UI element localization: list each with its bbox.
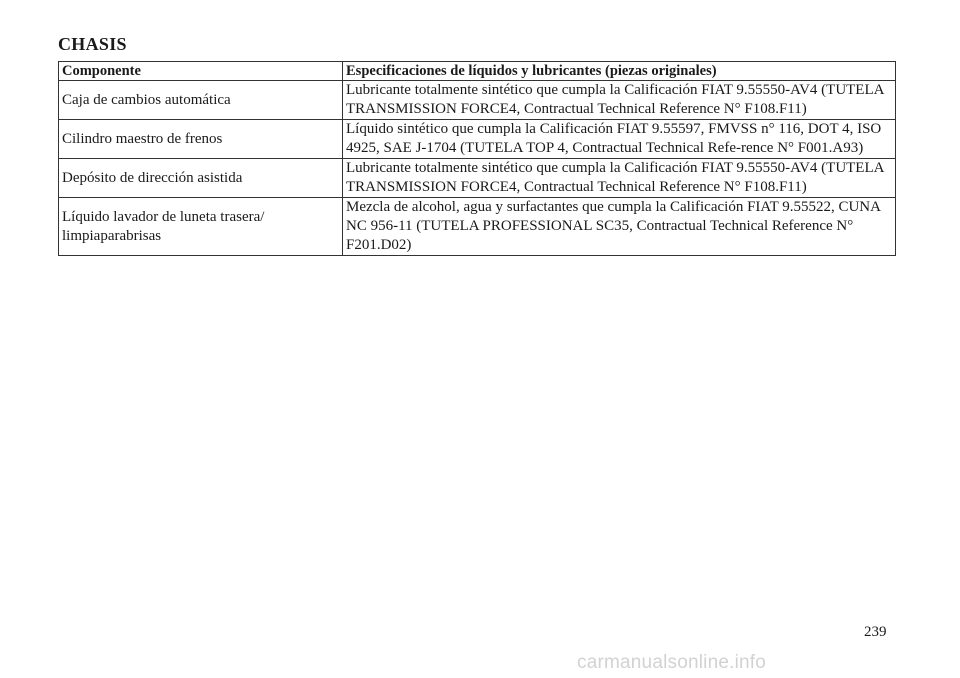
table-row (59, 198, 896, 256)
watermark: carmanualsonline.info (577, 652, 767, 673)
page-number: 239 (864, 624, 887, 640)
row-component-cell: Líquido lavador de luneta trasera/ limpiaparabrisas (59, 198, 343, 256)
fluids-spec-table (58, 61, 896, 256)
row-spec-cell: Lubricante totalmente sintético que cumpla la Calificación FIAT 9.55550-AV4 (TUTELA TRANSMISSION FORCE4, Contractual Technical Reference N° F108.F11) (343, 81, 896, 120)
table-row (59, 159, 896, 198)
table-row (59, 81, 896, 120)
row-spec-cell: Líquido sintético que cumpla la Calificación FIAT 9.55597, FMVSS n° 116, DOT 4, ISO 4925, SAE J-1704 (TUTELA TOP 4, Contractual Technical Refe-rence N° F001.A93) (343, 120, 896, 159)
row-spec-cell: Mezcla de alcohol, agua y surfactantes que cumpla la Calificación FIAT 9.55522, CUNA NC 956-11 (TUTELA PROFESSIONAL SC35, Contractual Technical Reference N° F201.D02) (343, 198, 896, 256)
column-header-component: Componente (59, 62, 343, 81)
row-component-cell: Depósito de dirección asistida (59, 159, 343, 198)
row-component-cell: Caja de cambios automática (59, 81, 343, 120)
table-row (59, 120, 896, 159)
row-component-cell: Cilindro maestro de frenos (59, 120, 343, 159)
table-header-row (59, 62, 896, 81)
page-title: CHASIS (58, 34, 127, 54)
row-spec-cell: Lubricante totalmente sintético que cumpla la Calificación FIAT 9.55550-AV4 (TUTELA TRANSMISSION FORCE4, Contractual Technical Reference N° F108.F11) (343, 159, 896, 198)
column-header-spec: Especificaciones de líquidos y lubricantes (piezas originales) (343, 62, 896, 81)
